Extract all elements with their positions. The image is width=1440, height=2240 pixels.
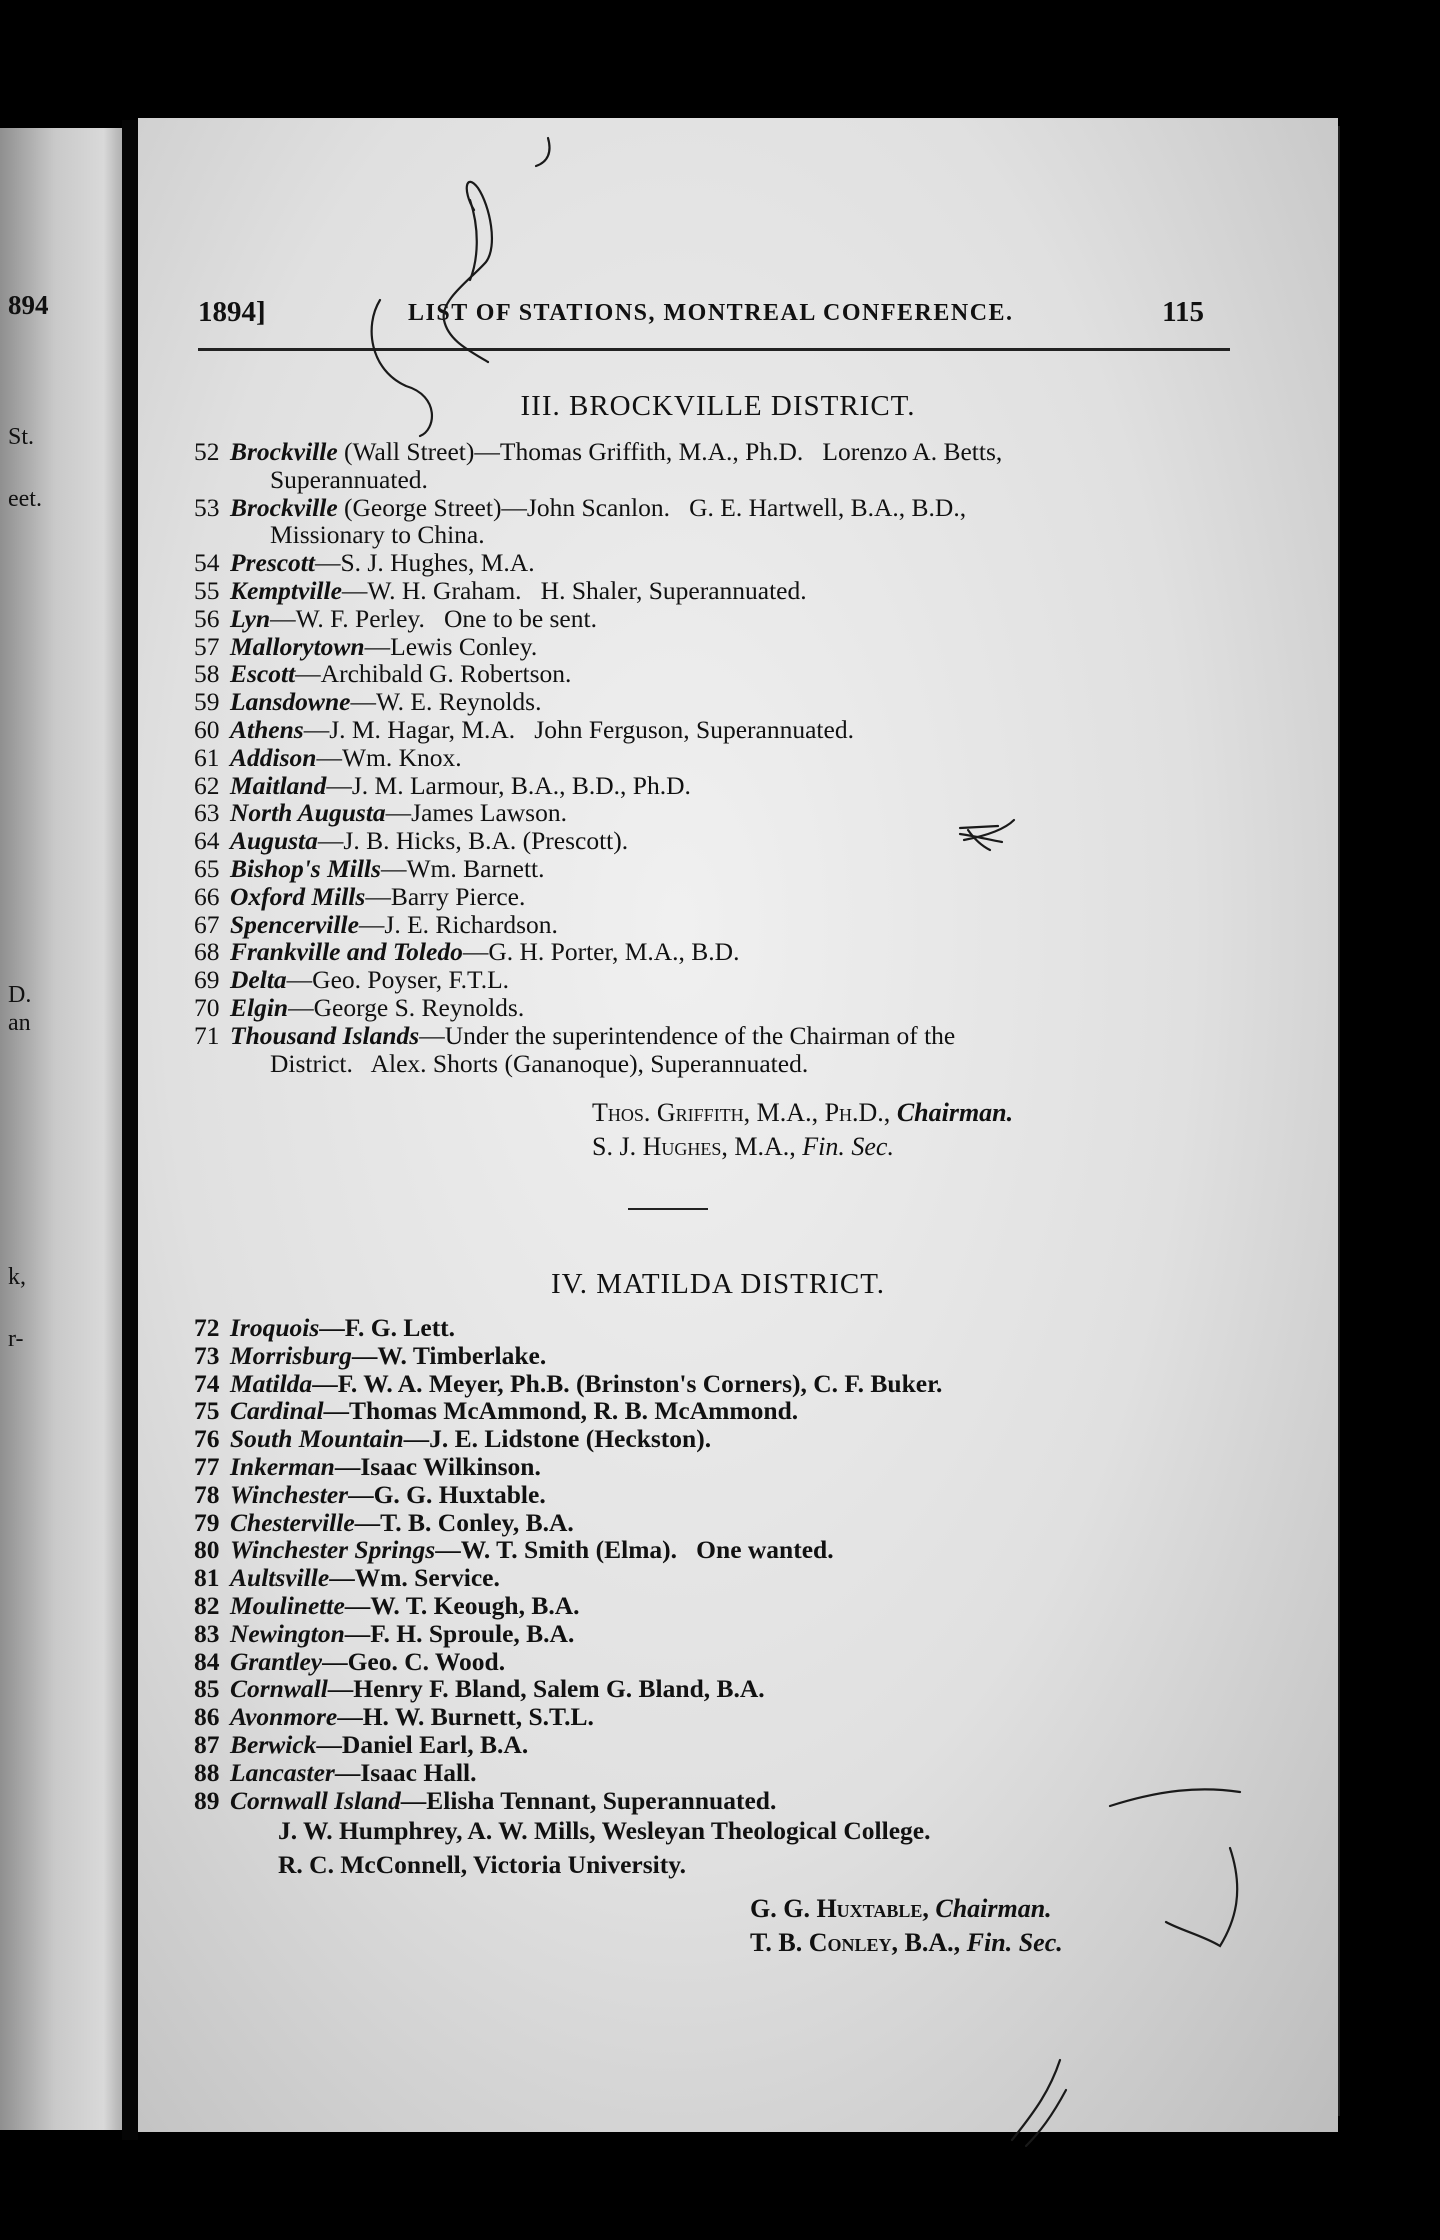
station-entry xyxy=(194,716,1274,744)
station-entry xyxy=(194,744,1274,772)
station-number: 66 xyxy=(194,881,220,911)
chairman-signature xyxy=(750,1892,1052,1926)
chairman-role: Chairman. xyxy=(935,1894,1052,1923)
station-number: 74 xyxy=(194,1368,220,1398)
station-appointment: —Elisha Tennant, Superannuated. xyxy=(400,1785,777,1815)
station-place: Iroquois xyxy=(230,1313,320,1342)
station-appointment: —Wm. Service. xyxy=(329,1563,500,1593)
station-place: Newington xyxy=(230,1618,345,1648)
station-entry xyxy=(194,1787,1274,1815)
station-place: Thousand Islands xyxy=(230,1020,420,1050)
station-appointment: —G. G. Huxtable. xyxy=(348,1479,546,1509)
station-place: Cornwall Island xyxy=(230,1785,401,1815)
station-appointment: —Lewis Conley. xyxy=(364,631,538,661)
station-number: 64 xyxy=(194,826,220,856)
station-entry xyxy=(194,549,1274,577)
station-entry xyxy=(194,1022,1274,1078)
station-place: Escott xyxy=(230,659,296,689)
station-appointment: —Geo. Poyser, F.T.L. xyxy=(286,965,510,995)
station-place: Augusta xyxy=(230,826,318,856)
header-rule xyxy=(198,348,1230,351)
station-entry xyxy=(194,1370,1274,1398)
station-entry xyxy=(194,1703,1274,1731)
station-appointment: —G. H. Porter, M.A., B.D. xyxy=(462,937,740,967)
station-number: 59 xyxy=(194,687,220,717)
station-number: 65 xyxy=(194,853,220,883)
station-place: North Augusta xyxy=(230,798,386,828)
station-number: 77 xyxy=(194,1451,220,1481)
station-appointment: —W. T. Keough, B.A. xyxy=(344,1590,580,1620)
left-page-text: an xyxy=(8,1010,31,1036)
station-entry xyxy=(194,1342,1274,1370)
station-place: Cornwall xyxy=(230,1674,328,1704)
station-appointment: —H. W. Burnett, S.T.L. xyxy=(337,1702,594,1732)
station-continuation: Superannuated. xyxy=(270,464,428,494)
station-appointment: —F. W. A. Meyer, Ph.B. (Brinston's Corners), C. F. Buker. xyxy=(312,1368,943,1398)
station-appointment: —Wm. Barnett. xyxy=(380,853,545,883)
station-appointment: —F. H. Sproule, B.A. xyxy=(344,1618,575,1648)
station-place: Brockville xyxy=(230,492,338,522)
station-place: Maitland xyxy=(230,770,327,800)
station-place: Mallorytown xyxy=(230,631,365,661)
left-page-text: St. xyxy=(8,424,35,450)
station-entry xyxy=(194,994,1274,1022)
station-entry xyxy=(194,938,1274,966)
station-appointment: —Isaac Hall. xyxy=(334,1757,477,1787)
station-entry xyxy=(194,1648,1274,1676)
station-entry xyxy=(194,1425,1274,1453)
station-number: 53 xyxy=(194,492,220,522)
station-place: Athens xyxy=(230,714,304,744)
station-appointment: —S. J. Hughes, M.A. xyxy=(314,548,535,578)
station-number: 71 xyxy=(194,1020,220,1050)
station-place: Kemptville xyxy=(230,575,342,605)
station-list-brockville xyxy=(194,438,1274,1077)
station-number: 63 xyxy=(194,798,220,828)
station-place: Grantley xyxy=(230,1646,323,1676)
district-title-matilda: IV. MATILDA DISTRICT. xyxy=(550,1268,886,1300)
station-number: 81 xyxy=(194,1563,220,1593)
fin-sec-signature xyxy=(750,1926,1063,1960)
station-entry xyxy=(194,605,1274,633)
station-appointment: —George S. Reynolds. xyxy=(288,992,525,1022)
fin-sec-role: Fin. Sec. xyxy=(966,1928,1063,1957)
station-entry xyxy=(194,827,1274,855)
station-number: 89 xyxy=(194,1785,220,1815)
station-appointment: —Isaac Wilkinson. xyxy=(334,1451,541,1481)
station-entry xyxy=(194,1536,1274,1564)
station-number: 61 xyxy=(194,742,220,772)
station-appointment: —J. M. Hagar, M.A. John Ferguson, Superannuated. xyxy=(303,714,854,744)
station-place: Lyn xyxy=(230,603,271,633)
station-place: Winchester xyxy=(230,1479,349,1509)
station-number: 68 xyxy=(194,937,220,967)
station-continuation: District. Alex. Shorts (Gananoque), Superannuated. xyxy=(270,1048,809,1078)
station-place: Oxford Mills xyxy=(230,881,366,911)
station-place: Spencerville xyxy=(230,909,359,939)
station-number: 83 xyxy=(194,1618,220,1648)
station-number: 73 xyxy=(194,1340,220,1370)
station-number: 78 xyxy=(194,1479,220,1509)
section-divider xyxy=(628,1208,708,1210)
station-place: Elgin xyxy=(230,992,289,1022)
station-entry xyxy=(194,1314,1274,1342)
college-note: J. W. Humphrey, A. W. Mills, Wesleyan Theological College. xyxy=(278,1816,931,1845)
page-number: 115 xyxy=(1162,296,1204,328)
station-appointment: —Under the superintendence of the Chairman of the xyxy=(419,1020,956,1050)
station-place: Prescott xyxy=(230,548,315,578)
station-entry xyxy=(194,633,1274,661)
station-number: 80 xyxy=(194,1535,220,1565)
header-year: 1894] xyxy=(198,296,266,328)
fin-sec-signature xyxy=(592,1130,894,1164)
station-entry xyxy=(194,1592,1274,1620)
station-number: 56 xyxy=(194,603,220,633)
station-entry xyxy=(194,911,1274,939)
station-number: 85 xyxy=(194,1674,220,1704)
chairman-signature xyxy=(592,1096,1013,1130)
chairman-name: G. G. Huxtable, xyxy=(750,1894,929,1923)
chairman-name: Thos. Griffith, M.A., Ph.D., xyxy=(592,1098,891,1127)
station-entry xyxy=(194,855,1274,883)
station-place: Cardinal xyxy=(230,1396,324,1426)
station-appointment: —W. Timberlake. xyxy=(351,1340,547,1370)
station-entry xyxy=(194,660,1274,688)
station-number: 84 xyxy=(194,1646,220,1676)
left-page-text: 894 xyxy=(8,290,49,320)
station-place: Lancaster xyxy=(230,1757,335,1787)
station-entry xyxy=(194,494,1274,550)
station-number: 72 xyxy=(194,1313,220,1342)
chairman-role: Chairman. xyxy=(896,1098,1014,1127)
station-place: Avonmore xyxy=(230,1702,338,1732)
station-number: 86 xyxy=(194,1702,220,1732)
station-appointment: —Thomas McAmmond, R. B. McAmmond. xyxy=(323,1396,799,1426)
station-number: 62 xyxy=(194,770,220,800)
station-number: 67 xyxy=(194,909,220,939)
station-appointment: —J. M. Larmour, B.A., B.D., Ph.D. xyxy=(326,770,691,800)
left-page-text: k, xyxy=(8,1264,26,1290)
station-entry xyxy=(194,1564,1274,1592)
station-continuation: Missionary to China. xyxy=(270,520,485,550)
station-appointment: —W. T. Smith (Elma). One wanted. xyxy=(435,1535,834,1565)
station-entry xyxy=(194,688,1274,716)
station-place: Inkerman xyxy=(230,1451,335,1481)
station-place: Moulinette xyxy=(230,1590,345,1620)
station-entry xyxy=(194,1675,1274,1703)
station-appointment: —J. E. Lidstone (Heckston). xyxy=(403,1424,712,1454)
district-title-brockville: III. BROCKVILLE DISTRICT. xyxy=(520,390,916,422)
station-entry xyxy=(194,438,1274,494)
station-appointment: —Henry F. Bland, Salem G. Bland, B.A. xyxy=(327,1674,765,1704)
station-appointment: (George Street)—John Scanlon. G. E. Hartwell, B.A., B.D., xyxy=(337,492,967,522)
station-place: Morrisburg xyxy=(230,1340,352,1370)
station-appointment: —F. G. Lett. xyxy=(319,1313,456,1342)
station-place: Lansdowne xyxy=(230,687,351,717)
station-place: Delta xyxy=(230,965,287,995)
station-appointment: —Daniel Earl, B.A. xyxy=(316,1729,529,1759)
station-place: Bishop's Mills xyxy=(230,853,381,883)
college-note: R. C. McConnell, Victoria University. xyxy=(278,1850,686,1879)
station-appointment: —T. B. Conley, B.A. xyxy=(354,1507,574,1537)
station-number: 79 xyxy=(194,1507,220,1537)
station-number: 82 xyxy=(194,1590,220,1620)
station-place: Addison xyxy=(230,742,317,772)
station-entry xyxy=(194,1620,1274,1648)
left-page-fragment xyxy=(0,128,122,2130)
fin-sec-role: Fin. Sec. xyxy=(802,1132,894,1161)
station-entry xyxy=(194,1509,1274,1537)
station-number: 75 xyxy=(194,1396,220,1426)
station-number: 52 xyxy=(194,437,220,466)
station-number: 54 xyxy=(194,548,220,578)
station-number: 57 xyxy=(194,631,220,661)
station-place: Berwick xyxy=(230,1729,317,1759)
left-page-text: D. xyxy=(8,982,32,1008)
left-page-text: r- xyxy=(8,1326,24,1352)
station-entry xyxy=(194,1759,1274,1787)
left-page-text: eet. xyxy=(8,486,42,512)
station-number: 87 xyxy=(194,1729,220,1759)
station-number: 88 xyxy=(194,1757,220,1787)
station-appointment: —J. B. Hicks, B.A. (Prescott). xyxy=(317,826,629,856)
fin-sec-name: T. B. Conley, B.A., xyxy=(750,1928,961,1957)
station-place: South Mountain xyxy=(230,1424,404,1454)
station-appointment: —Geo. C. Wood. xyxy=(322,1646,506,1676)
station-entry xyxy=(194,1397,1274,1425)
station-number: 76 xyxy=(194,1424,220,1454)
station-appointment: —James Lawson. xyxy=(385,798,567,828)
station-appointment: —J. E. Richardson. xyxy=(358,909,558,939)
station-appointment: —Archibald G. Robertson. xyxy=(295,659,572,689)
station-entry xyxy=(194,1481,1274,1509)
station-place: Winchester Springs xyxy=(230,1535,436,1565)
station-entry xyxy=(194,966,1274,994)
station-list-matilda xyxy=(194,1314,1274,1814)
station-place: Matilda xyxy=(230,1368,313,1398)
station-place: Brockville xyxy=(230,437,338,466)
station-appointment: —Barry Pierce. xyxy=(365,881,526,911)
station-appointment: —W. E. Reynolds. xyxy=(350,687,542,717)
station-appointment: —W. F. Perley. One to be sent. xyxy=(270,603,597,633)
station-number: 70 xyxy=(194,992,220,1022)
station-entry xyxy=(194,883,1274,911)
station-appointment: —W. H. Graham. H. Shaler, Superannuated. xyxy=(341,575,807,605)
station-place: Aultsville xyxy=(230,1563,330,1593)
station-appointment: (Wall Street)—Thomas Griffith, M.A., Ph.D. Lorenzo A. Betts, xyxy=(337,437,1003,466)
book-page xyxy=(138,118,1338,2132)
station-entry xyxy=(194,772,1274,800)
station-number: 69 xyxy=(194,965,220,995)
fin-sec-name: S. J. Hughes, M.A., xyxy=(592,1132,796,1161)
station-number: 58 xyxy=(194,659,220,689)
station-entry xyxy=(194,799,1274,827)
station-place: Frankville and Toledo xyxy=(230,937,463,967)
station-place: Chesterville xyxy=(230,1507,355,1537)
running-header xyxy=(198,296,1238,336)
station-appointment: —Wm. Knox. xyxy=(316,742,462,772)
station-number: 55 xyxy=(194,575,220,605)
station-entry xyxy=(194,577,1274,605)
station-number: 60 xyxy=(194,714,220,744)
book-gutter xyxy=(122,120,138,2140)
header-title: LIST OF STATIONS, MONTREAL CONFERENCE. xyxy=(408,300,1014,326)
station-entry xyxy=(194,1453,1274,1481)
station-entry xyxy=(194,1731,1274,1759)
